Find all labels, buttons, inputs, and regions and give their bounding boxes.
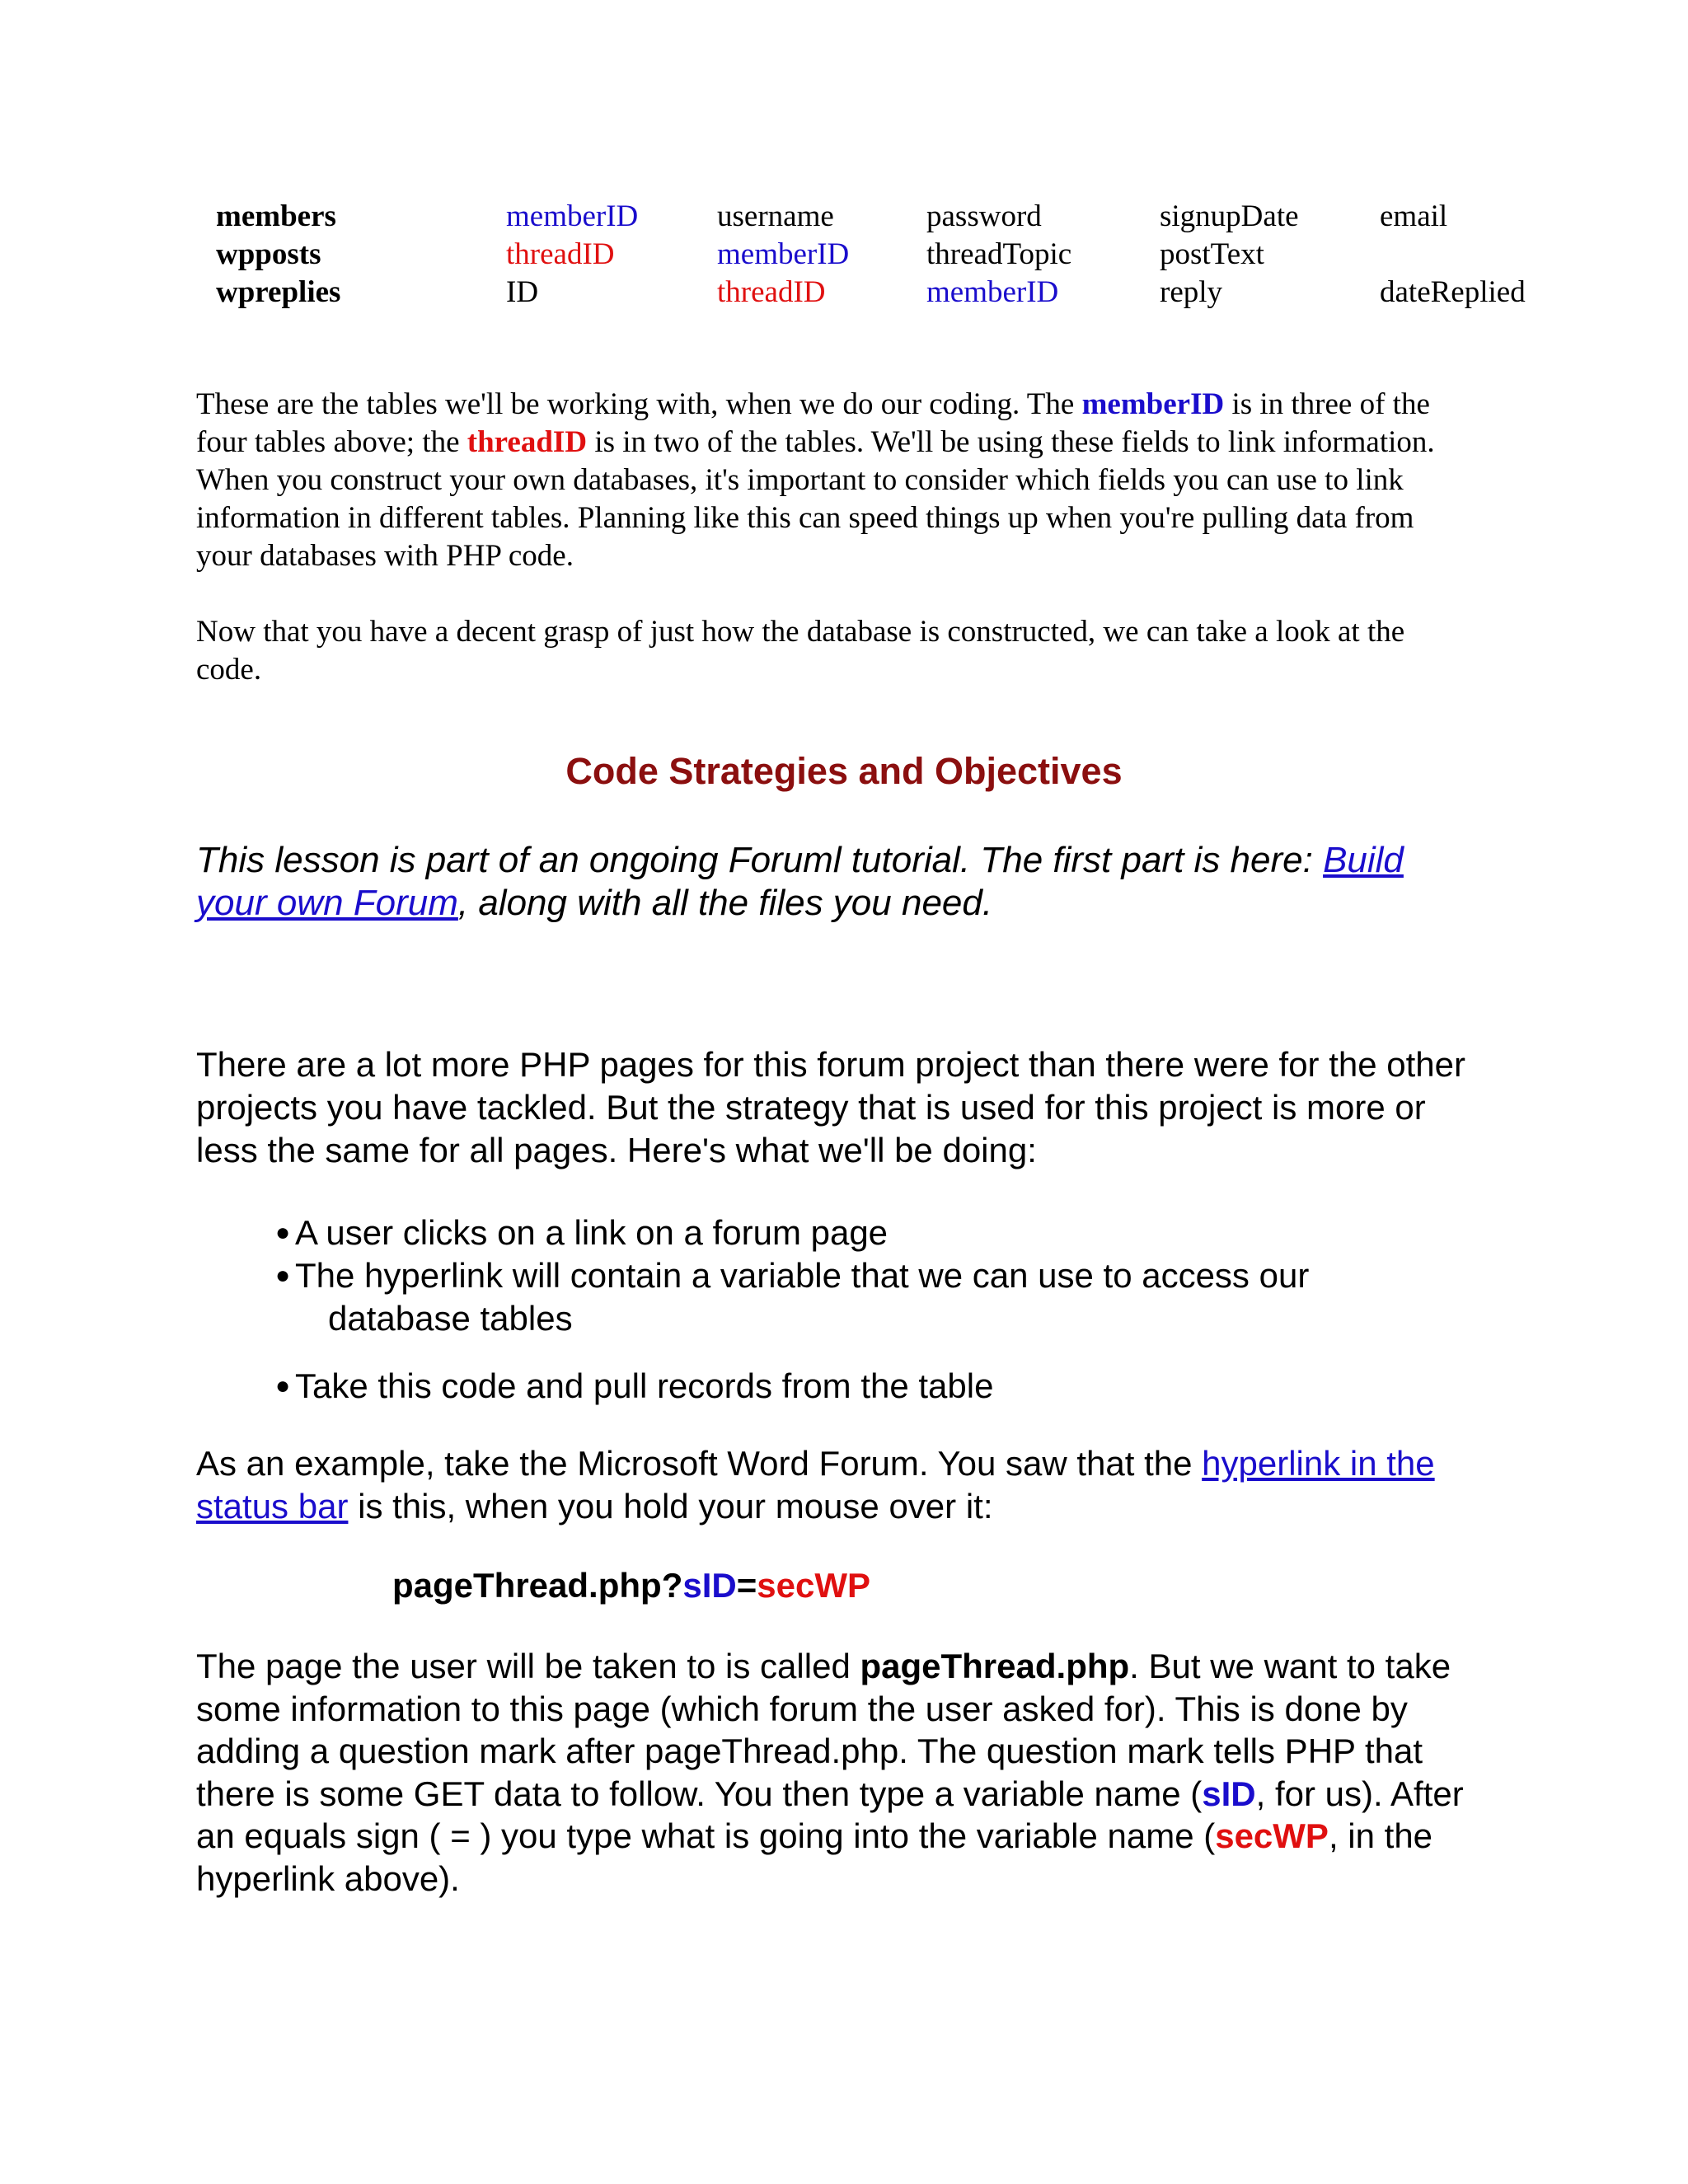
field-cell: threadID xyxy=(506,237,615,271)
status-bar-link[interactable]: hyperlink in the status bar xyxy=(196,1444,1435,1526)
field-cell: memberID xyxy=(506,199,639,233)
tables-explanation-paragraph: These are the tables we'll be working with, when we do our coding. The memberID is in three of the four tables above; the threadID is in two of the tables. We'll be using these fields to link information. When you construct your own databases, it's important to consider which fields you can use to link information in different tables. Planning like this can speed things up when you're pulling data from your databases with PHP code. xyxy=(196,387,1435,573)
bullet-icon: ● xyxy=(275,1219,291,1246)
field-cell: email xyxy=(1380,199,1448,233)
field-cell: reply xyxy=(1160,275,1223,309)
list-item: ● Take this code and pull records from the table xyxy=(275,1365,1446,1408)
memberid-keyword: memberID xyxy=(1081,387,1225,421)
intro-paragraph: This lesson is part of an ongoing Foruml tutorial. The first part is here: Build your own Forum, along with all the files you need. xyxy=(196,840,1404,923)
bullet-icon: ● xyxy=(275,1262,291,1289)
section-heading: Code Strategies and Objectives xyxy=(565,750,1123,792)
strategy-paragraph: There are a lot more PHP pages for this forum project than there were for the other projects you have tackled. But the strategy that is used for this project is more or less the same for all pages. Here's what we'll be doing: xyxy=(196,1045,1465,1169)
table-name: members xyxy=(216,199,336,233)
threadid-keyword: threadID xyxy=(467,425,588,459)
field-cell: ID xyxy=(506,275,539,309)
field-cell: username xyxy=(717,199,834,233)
build-forum-link[interactable]: Build your own Forum xyxy=(196,840,1404,923)
field-cell: memberID xyxy=(717,237,850,271)
field-cell: threadTopic xyxy=(926,237,1072,271)
field-cell: threadID xyxy=(717,275,826,309)
table-name: wpposts xyxy=(216,237,321,271)
bullet-icon: ● xyxy=(275,1372,291,1399)
transition-paragraph: Now that you have a decent grasp of just how the database is constructed, we can take a look at the code. xyxy=(196,615,1405,687)
url-value: secWP xyxy=(757,1566,870,1605)
url-variable: sID xyxy=(682,1566,737,1605)
get-data-paragraph: The page the user will be taken to is called pageThread.php. But we want to take some information to this page (which forum the user asked for). This is done by adding a question mark after pageThread.php. The question mark tells PHP that there is some GET data to follow. You then type a variable name (sID, for us). After an equals sign ( = ) you type what is going into the variable name (secWP, in the hyperlink above). xyxy=(196,1647,1464,1898)
table-name: wpreplies xyxy=(216,275,341,309)
list-item: ● A user clicks on a link on a forum page xyxy=(275,1212,1446,1254)
field-cell: password xyxy=(926,199,1042,233)
field-cell: signupDate xyxy=(1160,199,1299,233)
field-cell: postText xyxy=(1160,237,1264,271)
example-url: pageThread.php?sID=secWP xyxy=(392,1566,870,1605)
field-cell: memberID xyxy=(926,275,1059,309)
strategy-list xyxy=(275,1212,1446,1408)
example-paragraph: As an example, take the Microsoft Word Forum. You saw that the hyperlink in the status bar is this, when you hold your mouse over it: xyxy=(196,1444,1435,1526)
field-cell: dateReplied xyxy=(1380,275,1526,309)
list-item: ● The hyperlink will contain a variable that we can use to access our database tables xyxy=(275,1256,1310,1338)
